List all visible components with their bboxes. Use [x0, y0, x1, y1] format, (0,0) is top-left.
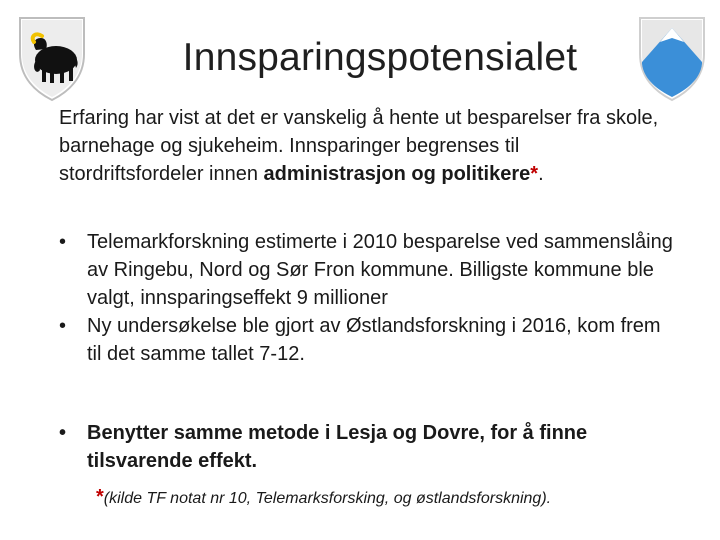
bullet-text: Telemarkforskning estimerte i 2010 besparelse ved sammenslåing av Ringebu, Nord og Sør Fron kommune. Billigste kommune ble valgt, innsparingseffekt 9 millioner — [87, 231, 673, 309]
musk-ox-coat-of-arms-icon — [16, 14, 88, 102]
bullet-list — [59, 228, 679, 368]
intro-text: Erfaring har vist at det er vanskelig å hente ut besparelser fra skole, barnehage og sjukeheim. Innsparinger begrenses til stordriftsfordeler innen — [59, 107, 659, 185]
list-item — [59, 419, 679, 475]
footnote — [96, 486, 676, 509]
mountain-coat-of-arms-icon — [636, 14, 708, 102]
bullet-marker: • — [59, 422, 67, 444]
intro-paragraph — [59, 104, 669, 188]
bullet-marker: • — [59, 315, 67, 337]
intro-bold-text: administrasjon og politikere — [263, 163, 531, 185]
bullet-text: Ny undersøkelse ble gjort av Østlandsforskning i 2016, kom frem til det samme tallet 7-12. — [87, 315, 661, 365]
footnote-star: * — [96, 486, 104, 508]
list-item — [59, 228, 679, 312]
list-item — [59, 312, 679, 368]
bullet-text: Benytter samme metode i Lesja og Dovre, for å finne tilsvarende effekt. — [87, 422, 588, 472]
intro-end: . — [538, 163, 544, 185]
bullet-marker: • — [59, 231, 67, 253]
page-title: Innsparingspotensialet — [182, 36, 578, 79]
bullet-list — [59, 419, 679, 475]
footnote-star: * — [530, 163, 539, 185]
footnote-text: (kilde TF notat nr 10, Telemarksforsking, og østlandsforskning). — [103, 490, 552, 507]
